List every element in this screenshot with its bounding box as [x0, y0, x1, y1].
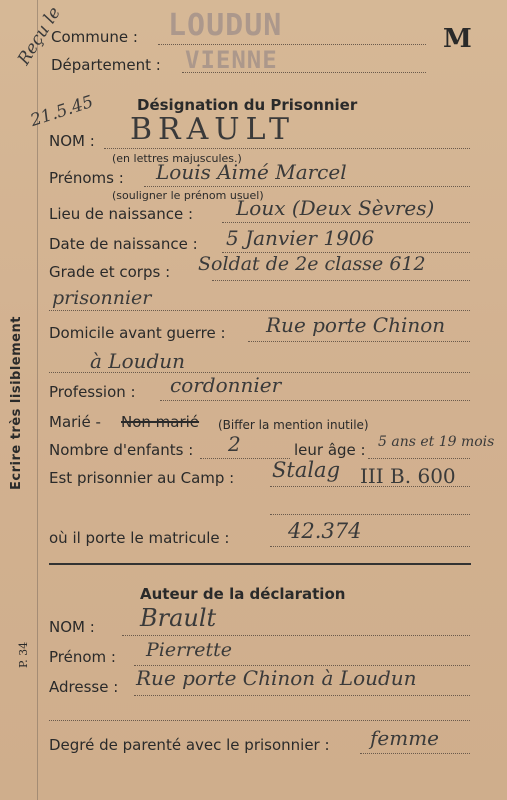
section-prisoner-title: Désignation du Prisonnier [137, 96, 358, 114]
prisoner-age-value: 5 ans et 19 mois [378, 434, 495, 450]
prisoner-marie-label: Marié - [49, 413, 101, 431]
prisoner-nom-label: NOM : [49, 132, 95, 150]
prisoner-enfants-value: 2 [228, 432, 241, 456]
prisoner-prenoms-label: Prénoms : [49, 169, 124, 187]
prisoner-grade-label: Grade et corps : [49, 263, 171, 281]
author-nom-value: Brault [140, 604, 217, 632]
prisoner-domicile-value: Rue porte Chinon [266, 313, 446, 337]
author-adresse-label: Adresse : [49, 678, 119, 696]
commune-stamp: LOUDUN [168, 8, 283, 43]
prisoner-date-label: Date de naissance : [49, 235, 198, 253]
commune-label: Commune : [51, 28, 138, 46]
prisoner-prenoms-hint: (souligner le prénom usuel) [112, 189, 264, 202]
author-nom-line [122, 635, 470, 636]
prisoner-domicile-line [248, 341, 470, 342]
prisoner-age-line [368, 458, 470, 459]
commune-line [158, 44, 426, 45]
prisoner-matricule-label: où il porte le matricule : [49, 529, 230, 547]
margin-note-1: Reçu le [14, 3, 65, 69]
author-parente-value: femme [370, 726, 440, 750]
author-parente-line [360, 753, 470, 754]
section-separator [49, 563, 471, 565]
author-adresse-line [134, 695, 470, 696]
prisoner-nom-value: BRAULT [130, 112, 296, 147]
prisoner-grade-line [212, 280, 470, 281]
prisoner-camp-value: Stalag [272, 458, 341, 482]
author-parente-label: Degré de parenté avec le prisonnier : [49, 736, 330, 754]
prisoner-grade-line-2 [49, 310, 470, 311]
form-reference: P. 34 [17, 641, 30, 668]
prisoner-profession-line [160, 400, 470, 401]
prisoner-matricule-value: 42.374 [288, 519, 362, 543]
prisoner-camp-value-2: III B. 600 [360, 464, 456, 488]
prisoner-camp-label: Est prisonnier au Camp : [49, 469, 235, 487]
prisoner-nom-line [104, 148, 470, 149]
departement-label: Département : [51, 56, 161, 74]
prisoner-profession-label: Profession : [49, 383, 136, 401]
side-instruction: Ecrire très lisiblement [9, 316, 24, 490]
prisoner-date-value: 5 Janvier 1906 [226, 226, 375, 250]
author-prenom-label: Prénom : [49, 648, 116, 666]
margin-note-2: 21.5.45 [28, 91, 96, 132]
prisoner-lieu-label: Lieu de naissance : [49, 205, 194, 223]
letter-mark: M [443, 24, 472, 54]
prisoner-prenoms-line [144, 186, 470, 187]
prisoner-nom-hint: (en lettres majuscules.) [112, 152, 242, 165]
prisoner-domicile-value-2: à Loudun [90, 349, 186, 373]
prisoner-prenoms-value: Louis Aimé Marcel [156, 160, 347, 184]
prisoner-grade-value: Soldat de 2e classe 612 [198, 253, 426, 275]
prisoner-camp-line-2 [270, 514, 470, 515]
section-author-title: Auteur de la déclaration [140, 585, 346, 603]
author-prenom-value: Pierrette [146, 639, 233, 661]
departement-stamp: VIENNE [185, 46, 278, 74]
prisoner-non-marie: Non marié [121, 413, 200, 431]
prisoner-grade-value-2: prisonnier [52, 287, 152, 309]
prisoner-lieu-value: Loux (Deux Sèvres) [236, 196, 435, 220]
prisoner-lieu-line [222, 222, 470, 223]
prisoner-profession-value: cordonnier [170, 373, 282, 397]
prisoner-enfants-label: Nombre d'enfants : [49, 441, 194, 459]
prisoner-marie-hint: (Biffer la mention inutile) [218, 418, 369, 432]
prisoner-domicile-label: Domicile avant guerre : [49, 324, 226, 342]
author-adresse-line-2 [49, 720, 470, 721]
prisoner-matricule-line [270, 546, 470, 547]
prisoner-age-label: leur âge : [294, 441, 366, 459]
author-adresse-value: Rue porte Chinon à Loudun [136, 666, 417, 690]
author-nom-label: NOM : [49, 618, 95, 636]
